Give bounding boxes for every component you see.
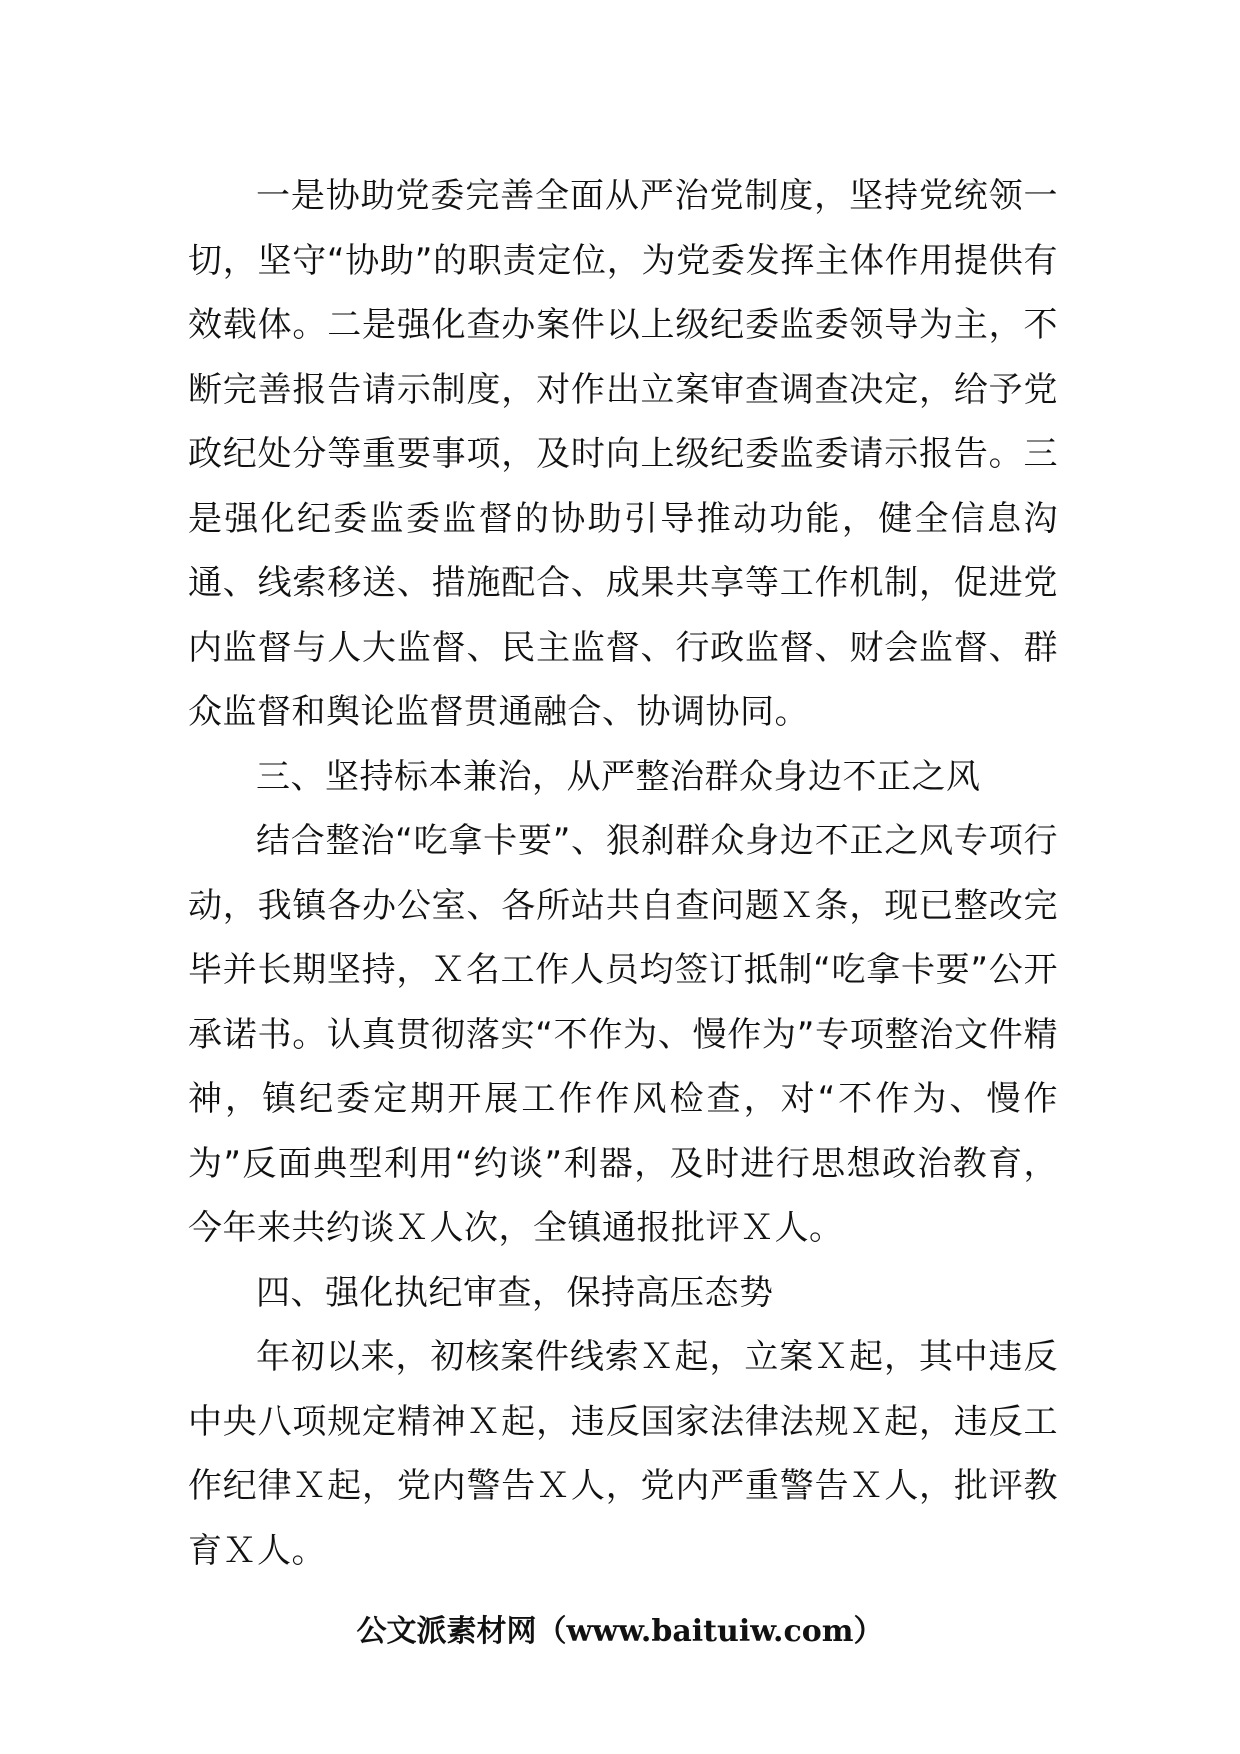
- document-body: [188, 164, 1058, 1583]
- paragraph-party-committee-assistance: 一是协助党委完善全面从严治党制度，坚持党统领一切，坚守“协助”的职责定位，为党委发挥主体作用提供有效载体。二是强化查办案件以上级纪委监委领导为主，不断完善报告请示制度，对作出立案审查调查决定，给予党政纪处分等重要事项，及时向上级纪委监委请示报告。三是强化纪委监委监督的协助引导推动功能，健全信息沟通、线索移送、措施配合、成果共享等工作机制，促进党内监督与人大监督、民主监督、行政监督、财会监督、群众监督和舆论监督贯通融合、协调协同。: [188, 176, 1058, 732]
- section-heading-three: 三、坚持标本兼治，从严整治群众身边不正之风: [256, 756, 981, 797]
- section-heading-four: 四、强化执纪审查，保持高压态势: [256, 1272, 774, 1313]
- paragraph-discipline-review: 年初以来，初核案件线索Ｘ起，立案Ｘ起，其中违反中央八项规定精神Ｘ起，违反国家法律法规Ｘ起，违反工作纪律Ｘ起，党内警告Ｘ人，党内严重警告Ｘ人，批评教育Ｘ人。: [188, 1337, 1058, 1571]
- paragraph-rectification-campaign: 结合整治“吃拿卡要”、狠刹群众身边不正之风专项行动，我镇各办公室、各所站共自查问题Ｘ条，现已整改完毕并长期坚持，Ｘ名工作人员均签订抵制“吃拿卡要”公开承诺书。认真贯彻落实“不作为、慢作为”专项整治文件精神，镇纪委定期开展工作作风检查，对“不作为、慢作为”反面典型利用“约谈”利器，及时进行思想政治教育，今年来共约谈Ｘ人次，全镇通报批评Ｘ人。: [188, 821, 1058, 1248]
- footer-watermark: 公文派素材网（www.baituiw.com）: [356, 1614, 884, 1649]
